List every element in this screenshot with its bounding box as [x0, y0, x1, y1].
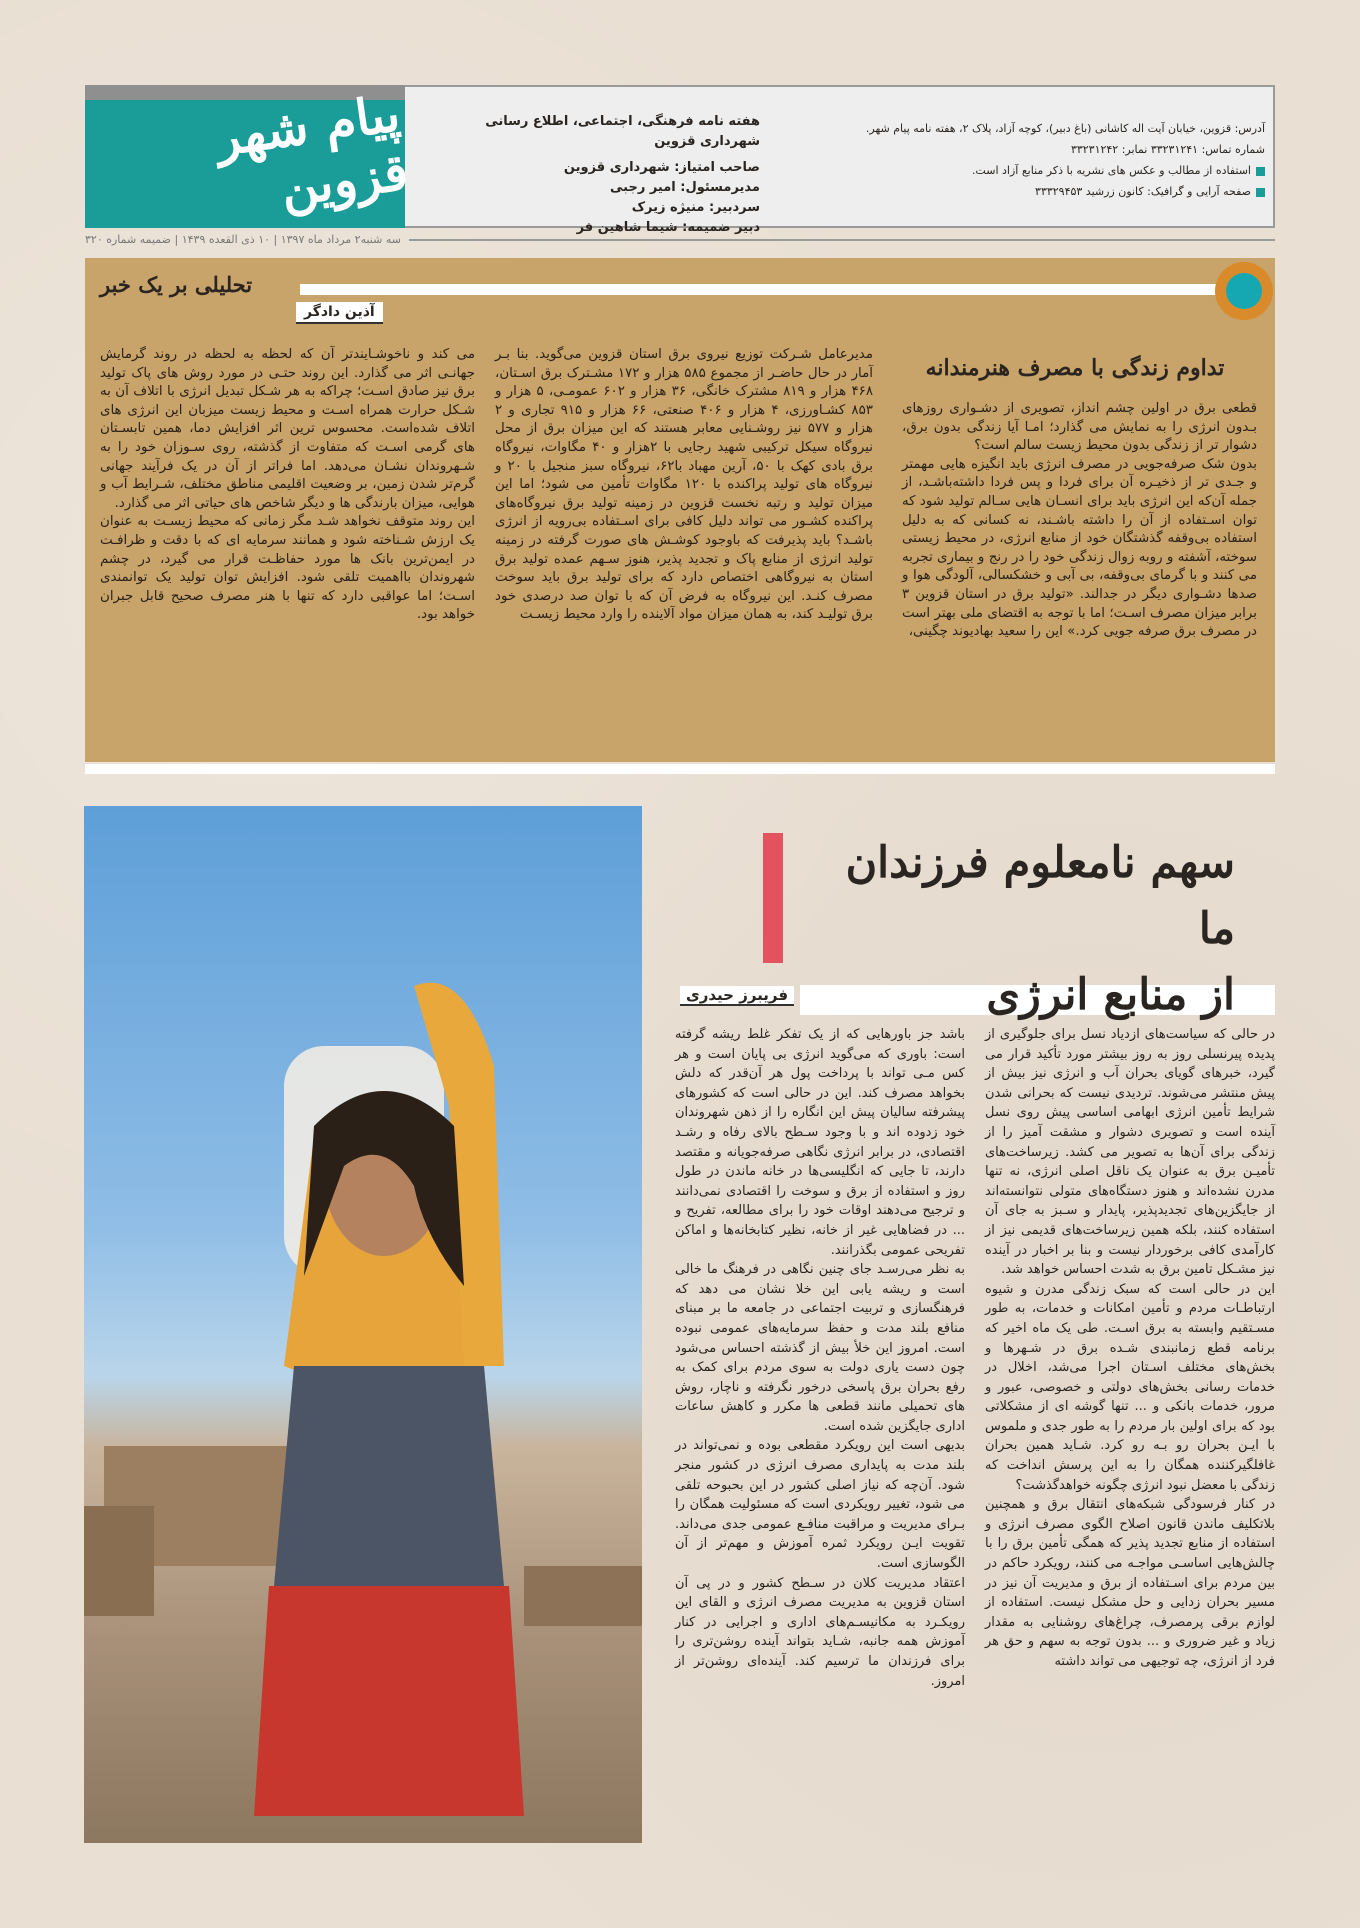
- address: آدرس: قزوین، خیابان آیت اله کاشانی (باغ دبیر)، کوچه آزاد، پلاک ۲، هفته نامه پیام شهر.: [865, 122, 1265, 135]
- license-holder: صاحب امتیاز: شهرداری قزوین: [563, 160, 760, 175]
- square-bullet-icon: [1256, 167, 1265, 176]
- feature-title: [795, 830, 1235, 1028]
- masthead-credits: [430, 112, 760, 238]
- masthead-subtitle: هفته نامه فرهنگی، اجتماعی، اطلاع رسانی شهرداری قزوین: [485, 114, 760, 149]
- title-accent-bar: [763, 833, 783, 963]
- circle-icon: [1215, 262, 1273, 320]
- article-column: [100, 346, 475, 625]
- article-column: [495, 346, 873, 625]
- girl-with-water-jug-photo: [84, 806, 642, 1843]
- paragraph: بدون شک صرفه‌جویی در مصرف انرژی باید انگیزه هایی مهمتر و جـدی تر از ذخیـره آن برای فردا و پس فردا داشته‌باشـد، از جمله آن‌که این انرژی باید برای انسـان هایی سـالم تولید شود که توان اسـتفاده از آن را داشته باشـند، نه کسانی که به دلیل استفاده بی‌وقفه گذشتگان خود از منابع انرژی، در محیط زیستی سوخته، آشفته و روبه زوال زندگی خود را در رنج و بیماری تجربه می کنند و با گرمای بی‌وقفه، بی آبی و خشکسالی، آلودگی هوا و صدها دشـواری دیگر در جدالند. «تولید برق در استان قزوین ۳ برابر میزان مصرف اسـت؛ اما با توجه به اقتضای ملی بهتر است در مصرف برق صرفه جویی کرد.» این را سعید بهادیوند چگینی،: [902, 456, 1257, 640]
- paragraph: در کنار فرسودگی شبکه‌های انتقال برق و همچنین بلاتکلیف ماندن قانون اصلاح الگوی مصرف انرژی و استفاده از منابع تجدید پذیر که همگی تأمین برق را با چالش‌هایی اساسـی مواجـه می کنند، رویکرد حاکم در بین مردم برای اسـتفاده از برق و مدیریت آن نیز در مسیر بحران زدایی و حل مشکل نیست. استفاده از لوازم برقی پرمصرف، چراغ‌های روشنایی به مقدار زیاد و غیر ضروری و ... بدون توجه به سهم و حق هر فرد از انرژی، چه توجیهی می تواند داشته: [985, 1497, 1275, 1669]
- managing-director: مدیرمسئول: امیر رجبی: [609, 180, 760, 195]
- article-column: [985, 1025, 1275, 1672]
- paragraph: باشد جز باورهایی که از یک تفکر غلط ریشه گرفته است: باوری که می‌گوید انرژی بی پایان است و هر کس مـی تواند با پرداخت پول هر آن‌قدر که دلش بخواهد مصرف کند. این در حالی است که کشورهای پیشرفته سالیان پیش این انگاره را از ذهن شهروندان خود زدوده اند و با وجود سـطح بالای رفاه و رشـد اقتصادی، در برابر انرژی نگاهی صرفه‌جویانه و مقتصد دارند، تا جایی که انگلیسی‌ها در خانه ماندن در طول روز و استفاده از برق و سوخت را اقتصادی نمی‌دانند و ترجیح می‌دهند اوقات خود را برای مطالعه، تفریح و ... در فضاهایی غیر از خانه، نظیر کتابخانه‌ها و اماکن تفریحی عمومی بگذرانند.: [675, 1027, 965, 1258]
- article-headline: تداوم زندگی با مصرف هنرمندانه: [925, 355, 1225, 381]
- ruin-wall: [84, 1506, 154, 1616]
- logo-text: پیام شهر قزوین: [211, 83, 412, 218]
- square-bullet-icon: [1256, 188, 1265, 197]
- paragraph: اعتقاد مدیریت کلان در سـطح کشور و در پی آن استان قزوین به مدیریت مصرف انرژی و القای این رویکـرد به مکانیسـم‌های اداری و اجرایی در کنار آموزش همه جانبه، شـاید بتواند آینده روشن‌تری را برای فرزندان ما ترسیم کند. آینده‌ای روشن‌تر از امروز.: [675, 1575, 965, 1689]
- article-column: [902, 400, 1257, 642]
- paragraph: به نظر می‌رسـد جای چنین نگاهی در فرهنگ ما خالی است و ریشه یابی این خلا نشان می دهد که فرهنگسازی و تربیت اجتماعی در جامعه ما بر مبنای منافع بلند مدت و حفظ سرمایه‌های عمومی نبوده است. امروز این خلأ بیش از گذشته احساس می‌شود چون دست یاری دولت به سوی مردم برای کمک به رفع بحران برق پاسخی درخور نگرفته و ناچار، روش های تحمیلی مانند قطعی ها مکرر و کاهش ساعات اداری جایگزین شده است.: [675, 1262, 965, 1434]
- supplement-editor: دبیر ضمیمه: شیما شاهین فر: [576, 220, 760, 235]
- divider: [409, 239, 1275, 241]
- notice-text: استفاده از مطالب و عکس های نشریه با ذکر منابع آزاد است.: [971, 164, 1251, 177]
- divider: [85, 764, 1275, 774]
- red-skirt: [254, 1586, 524, 1816]
- section-title: تحلیلی بر یک خبر: [100, 272, 253, 297]
- author-name: آذین دادگر: [296, 302, 383, 324]
- title-line: سهم نامعلوم فرزندان ما: [845, 838, 1235, 954]
- patterned-dress: [274, 1366, 504, 1586]
- paragraph: در حالی که سیاست‌های ازدیاد نسل برای جلوگیری از پدیده پیرنسلی روز به روز بیشتر مورد تأکید قرار می گیرد، خبرهای گویای بحران آب و انرژی نیز بیش از پیش منتشر می‌شوند. تردیدی نیست که بحرانی شدن شرایط تأمین انرژی ابهامی اساسی پیش روی نسل آینده است و تصویری دشوار و مشقت آمیز را از زندگی برای آن‌ها به تصویر می کشد. زیرساخت‌های تأمیـن برق به عنوان یک ناقل اصلی انرژی، نه تنها مدرن نشده‌اند و هنوز دستگاه‌های متولی نتوانسته‌اند از جایگزین‌های تجدیدپذیر، پایدار و سـبز به جای آن استفاده کنند، بلکه همین زیرساخت‌های قدیمی نیز از کارآمدی کافی برخوردار نیست و بنا بر اخبار در آینده نیز مشـکل تامین برق به شدت احساس خواهد شد.: [985, 1027, 1275, 1278]
- paragraph: می کند و ناخوشـایندتر آن که لحظه به لحظه در روند گرمایش جهانـی اثر می گذارد. این روند حتـی در مورد روش های پاک تولید برق نیز صادق اسـت؛ چراکه به هر شـکل تبدیل انرژی با اتلاف آن به شـکل حرارت همراه اسـت و محیط زیست میزبان این انرژی های اتلاف شده‌است. محسوس ترین اثر افزایش دما، همین تابسـتان های گرمی اسـت که متفاوت از گذشته، روی سـوزان خود را به شـهروندان نشـان می‌دهد. اما فراتر از آن در یک فرآیند جهانی گرم‌تر شدن زمین، بر وضعیت اقلیمی مناطق مختلف، شـرایط آب و هوایی، میزان بارندگی ها و دیگر شاخص های حیاتی اثر می گذارد.: [100, 347, 475, 511]
- newspaper-logo: [85, 83, 412, 228]
- design-text: صفحه آرایی و گرافیک: کانون زرشید ۳۳۳۲۹۴۵۳: [1035, 185, 1251, 198]
- divider: [300, 284, 1220, 295]
- masthead-contact: [800, 118, 1265, 202]
- ruin-wall: [524, 1566, 642, 1626]
- article-column: [675, 1025, 965, 1691]
- paragraph: این در حالی است که سبک زندگی مدرن و شیوه ارتباطـات مردم و تأمین امکانات و خدمات، به طور مسـتقیم وابسته به برق اسـت. طی یک ماه اخیر که برنامه قطع زمانبندی شـده برق در شـهرها و بخش‌های مختلف اسـتان اجرا می‌شد، اخلال در خدمات رسانی بخش‌های دولتی و خصوصی، عبور و مرور، خدمات بانکی و ... تنها گوشه ای از مشکلاتی بود که برای اولین بار مردم را به طور جدی و ملموس با ایـن بحران رو بـه رو کرد. شـاید همین بحران غافلگیرکننده همگان را به این پرسش انداخت که زندگی با معضل نبود انرژی چگونه خواهدگذشت؟: [985, 1281, 1275, 1493]
- paragraph: قطعی برق در اولین چشم انداز، تصویری از دشـواری روزهای بـدون انرژی را به نمایش می گذارد؛ امـا آیا زندگی بدون برق، دشوار تر از زندگی بدون محیط زیست سالم است؟: [902, 401, 1257, 454]
- paragraph: بدیهی است این رویکرد مقطعی بوده و نمی‌تواند در بلند مدت به پایداری مصرف انرژی در کشور منجر شود. آن‌چه که نیاز اصلی کشور در این بحبوحه تلقی می شود، تغییر رویکردی است که مسئولیت همگان را بـرای مدیریت و مراقبت منافـع عمومی جدی می‌داند. تقویت ایـن رویکرد ثمره آموزش و مهم‌تر از آن الگوسازی است.: [675, 1438, 965, 1572]
- photo-illustration: [84, 806, 642, 1843]
- editor-in-chief: سردبیر: منیژه زیرک: [631, 200, 760, 215]
- title-line: از منابع انرژی: [986, 970, 1235, 1020]
- notice: [800, 160, 1265, 181]
- author-name: فریبرز حیدری: [680, 986, 794, 1006]
- date-text: سه شنبه۲ مرداد ماه ۱۳۹۷ | ۱۰ ذی القعده ۱۴۳۹ | ضمیمه شماره ۳۲۰: [85, 233, 401, 246]
- dateline: [85, 233, 1275, 246]
- design-credit: [800, 181, 1265, 202]
- phone: شماره تماس: ۳۳۲۳۱۲۴۱ نمابر: ۳۳۲۳۱۲۴۲: [1070, 143, 1265, 156]
- paragraph: مدیرعامل شـرکت توزیع نیروی برق استان قزوین می‌گوید. بنا بـر آمار در حال حاضـر از مجموع ۵۸۵ هزار و ۱۷۲ مشـترک برق اسـتان، ۴۶۸ هزار و ۸۱۹ مشترک خانگی، ۳۶ هزار و ۶۰۲ عمومـی، ۵ هزار و ۸۵۳ کشـاورزی، ۴ هزار و ۴۰۶ صنعتی، ۶۶ هزار و ۹۱۵ تجاری و ۲ هزار و ۵۷۷ نیز روشـنایی معابر هستند که این میزان برق از محل نیروگاه سیکل ترکیبی شهید رجایی با ۲هزار و ۴۰ مگاوات، نیروگاه برق بادی کهک با ۵۰، آرین مهباد با۶۲، نیروگاه سبز منجیل با ۲۰ و نیروگاه های تولید پراکنده با ۱۲۰ مگاوات تأمین می شود؛ اما این میزان تولید و رتبه نخست قزوین در زمینه تولید برق نیروگاه‌های پراکنده کشـور می تواند دلیل کافی برای اسـتفاده بی‌رویه از انرژی باشـد؟ باید پذیرفت که باوجود کوشـش های صورت گرفته در زمینه تولید انرژی از منابع پاک و تجدید پذیر، هنوز سـهم عمده تولید برق استان به نیروگاهی اختصاص دارد که برای تولید برق باید سوخت مصرف کنـد. این نیروگاه به فرض آن که با توان صد درصدی خود برق تولیـد کند، به همان میزان مواد آلاینده را وارد محیط زیسـت: [495, 347, 874, 623]
- paragraph: این روند متوقف نخواهد شـد مگر زمانی که محیط زیسـت به عنوان یک ارزش شـناخته شود و همانند سرمایه ای که با دقت و ظرافـت در ایمن‌ترین بانک ها مورد حفاظـت قرار می گیرد، در چشم شهروندان بااهمیت تلقی شود. افزایش توان تولید یک توانمندی اسـت؛ اما عواقبی دارد که تنها با هنر مصرف صحیح قابل جبران خواهد بود.: [100, 514, 475, 623]
